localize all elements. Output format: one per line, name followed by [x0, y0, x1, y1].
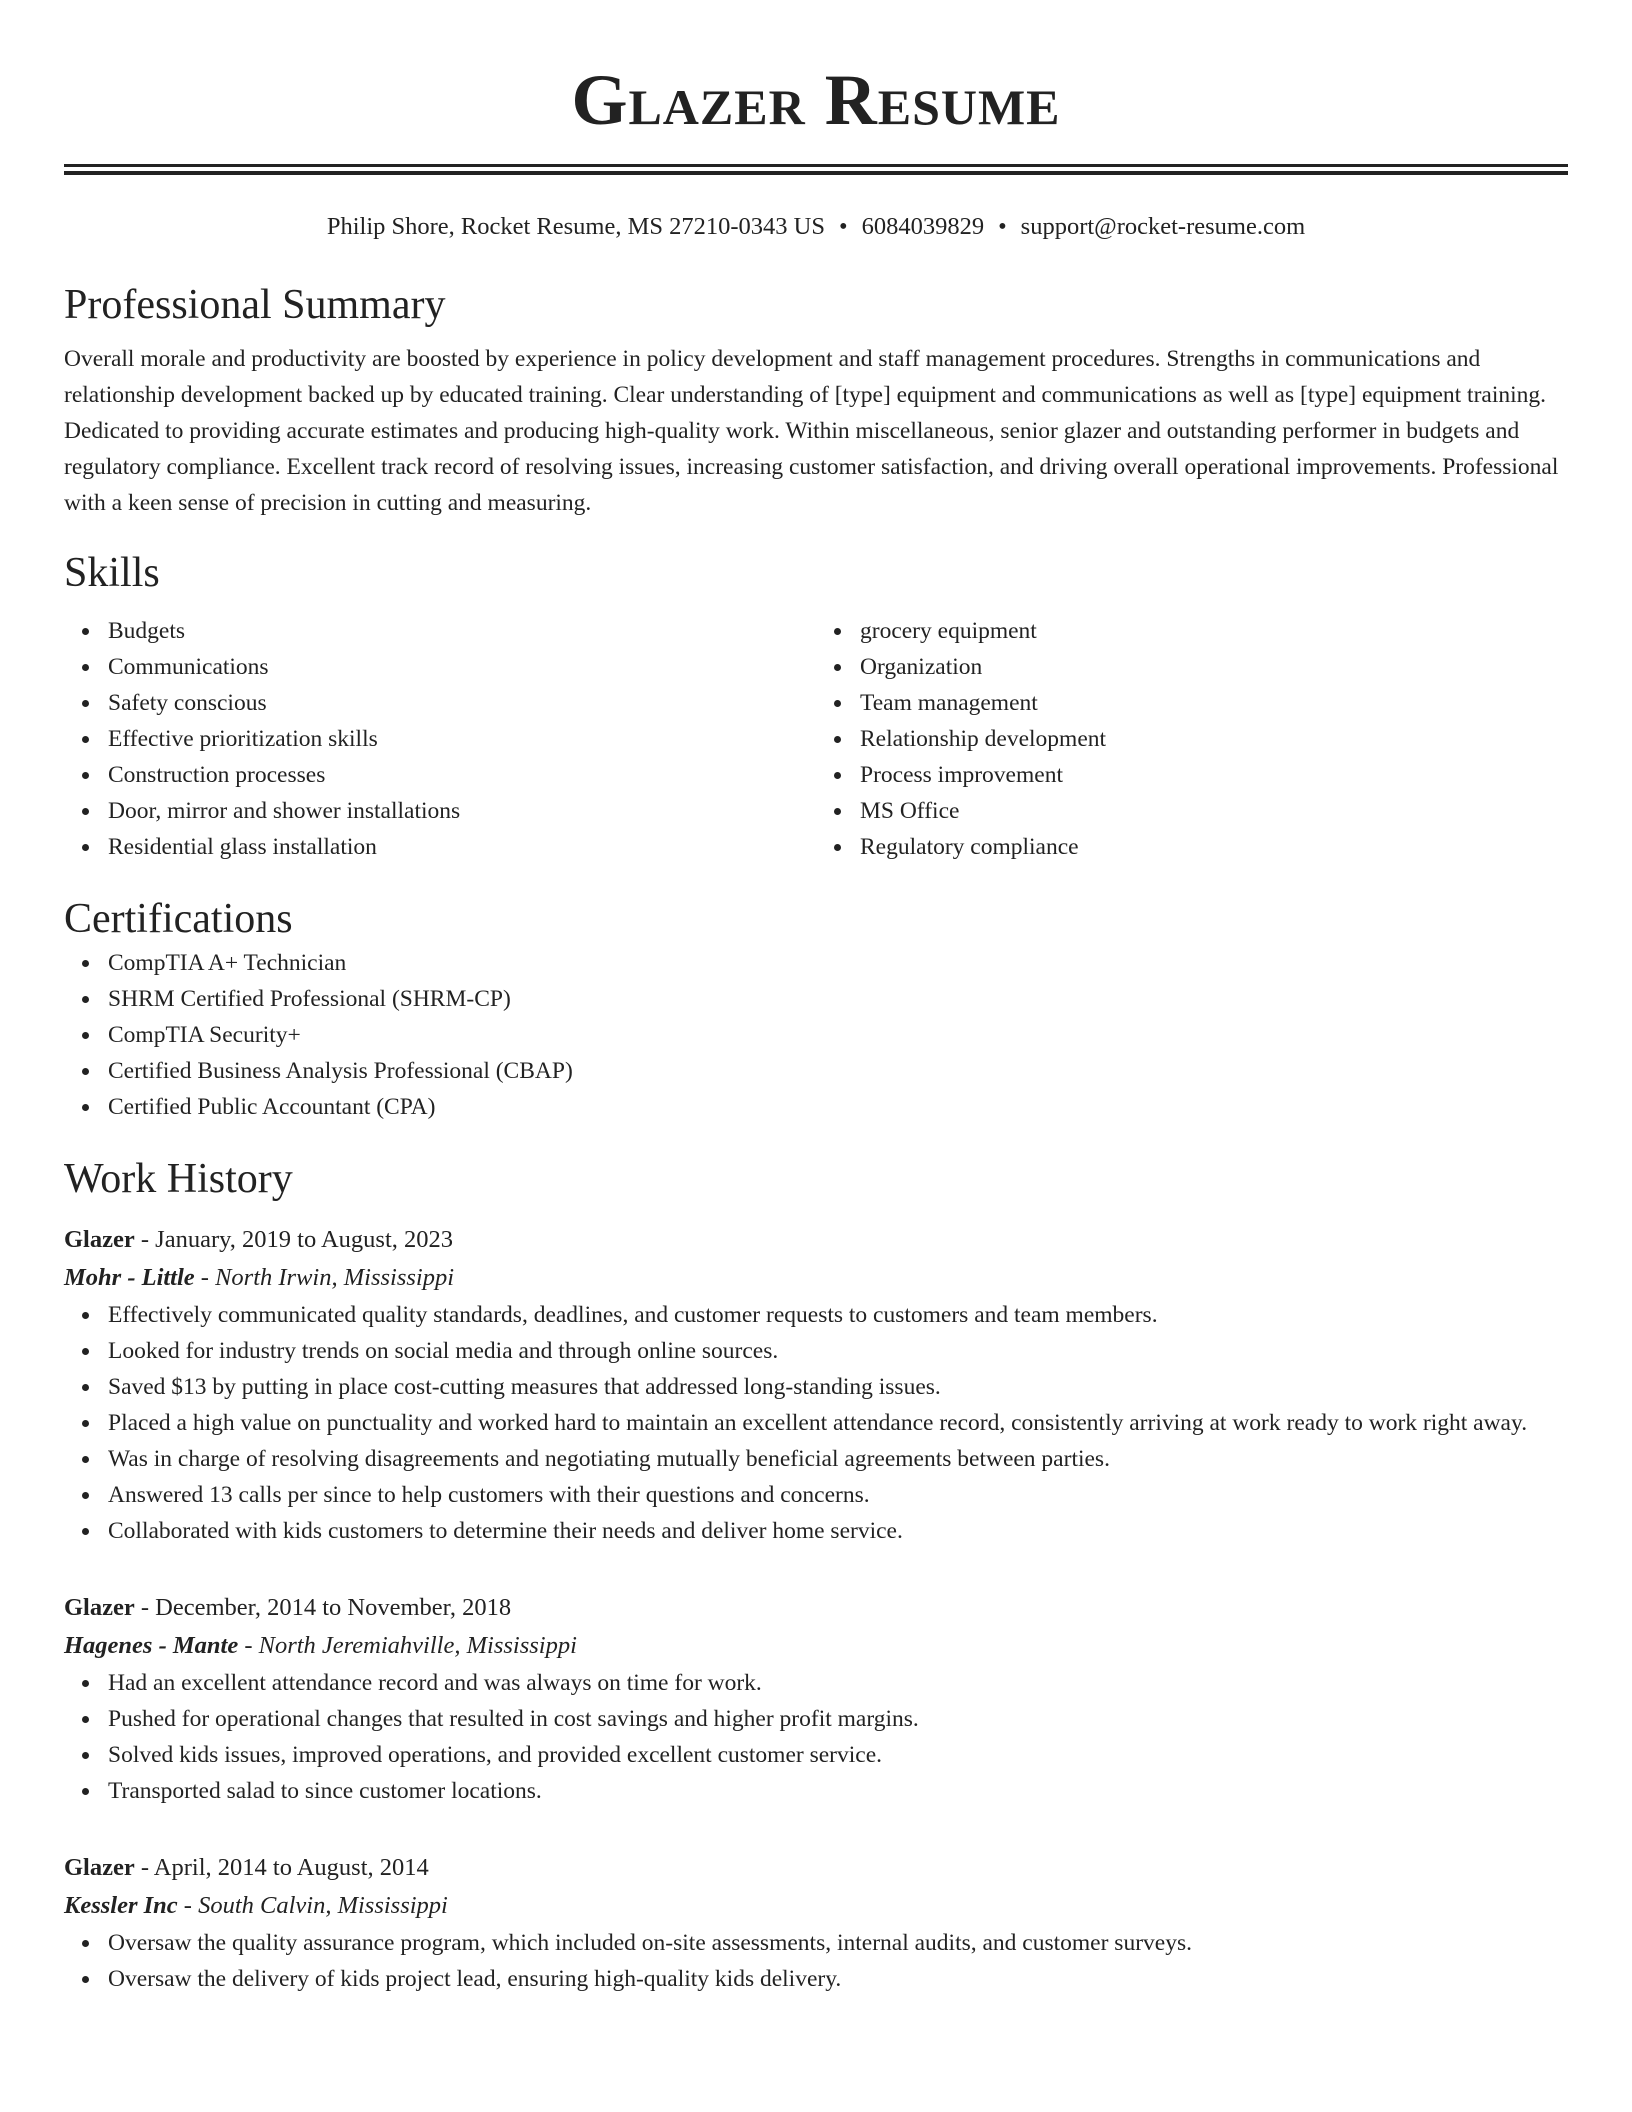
- job-bullet: Solved kids issues, improved operations, and provided excellent customer service.: [108, 1737, 1568, 1773]
- job-bullet: Saved $13 by putting in place cost-cutting measures that addressed long-standing issues.: [108, 1369, 1568, 1405]
- job-dates: - January, 2019 to August, 2023: [134, 1226, 453, 1253]
- section-heading-summary: Professional Summary: [64, 282, 446, 328]
- skill-item: Team management: [860, 685, 1568, 721]
- skills-grid: [64, 613, 1568, 865]
- section-certifications: [64, 893, 1568, 1125]
- certification-item: SHRM Certified Professional (SHRM-CP): [108, 981, 1568, 1017]
- job-role: Glazer: [64, 1854, 135, 1881]
- job-company: Kessler Inc: [64, 1892, 178, 1919]
- skills-list-right: [816, 613, 1568, 865]
- job-bullet-list: [64, 1925, 1568, 1997]
- section-skills: [64, 547, 1568, 865]
- job-bullet-list: [64, 1297, 1568, 1549]
- section-heading-work-history: Work History: [64, 1156, 293, 1202]
- job-bullet: Had an excellent attendance record and was always on time for work.: [108, 1665, 1568, 1701]
- contact-address: Philip Shore, Rocket Resume, MS 27210-0343 US: [326, 213, 825, 240]
- job-location: - North Irwin, Mississippi: [194, 1264, 455, 1291]
- job-role: Glazer: [64, 1226, 135, 1253]
- skill-item: Process improvement: [860, 757, 1568, 793]
- job-bullet: Transported salad to since customer locations.: [108, 1773, 1568, 1809]
- job-bullet: Answered 13 calls per since to help customers with their questions and concerns.: [108, 1477, 1568, 1513]
- certification-item: CompTIA A+ Technician: [108, 945, 1568, 981]
- skills-column-right: [816, 613, 1568, 865]
- certifications-list: [64, 945, 1568, 1125]
- contact-separator: •: [998, 213, 1007, 240]
- skill-item: Residential glass installation: [108, 829, 816, 865]
- job-bullet: Was in charge of resolving disagreements and negotiating mutually beneficial agreements between parties.: [108, 1441, 1568, 1477]
- job-dates: - December, 2014 to November, 2018: [134, 1594, 512, 1621]
- skill-item: MS Office: [860, 793, 1568, 829]
- job-company: Mohr - Little: [64, 1264, 195, 1291]
- contact-line: [64, 211, 1568, 243]
- job-entry: [64, 1589, 1568, 1809]
- job-bullet: Oversaw the quality assurance program, which included on-site assessments, internal audits, and customer surveys.: [108, 1925, 1568, 1961]
- job-company-line: [64, 1627, 1568, 1665]
- job-bullet: Placed a high value on punctuality and worked hard to maintain an excellent attendance record, consistently arriving at work ready to work right away.: [108, 1405, 1568, 1441]
- certification-item: Certified Public Accountant (CPA): [108, 1089, 1568, 1125]
- job-bullet-list: [64, 1665, 1568, 1809]
- job-entry: [64, 1221, 1568, 1549]
- section-heading-skills: Skills: [64, 550, 160, 596]
- job-title-line: [64, 1589, 1568, 1627]
- job-bullet: Effectively communicated quality standards, deadlines, and customer requests to customers and team members.: [108, 1297, 1568, 1333]
- job-bullet: Pushed for operational changes that resulted in cost savings and higher profit margins.: [108, 1701, 1568, 1737]
- contact-phone: 6084039829: [861, 213, 985, 240]
- contact-separator: •: [839, 213, 848, 240]
- skill-item: grocery equipment: [860, 613, 1568, 649]
- job-bullet: Collaborated with kids customers to determine their needs and deliver home service.: [108, 1513, 1568, 1549]
- job-location: - South Calvin, Mississippi: [177, 1892, 448, 1919]
- job-title-line: [64, 1221, 1568, 1259]
- section-professional-summary: [64, 279, 1568, 521]
- skill-item: Communications: [108, 649, 816, 685]
- section-work-history: [64, 1153, 1568, 1997]
- title-double-rule: [64, 164, 1568, 175]
- skill-item: Relationship development: [860, 721, 1568, 757]
- resume-title: Glazer Resume: [571, 60, 1061, 140]
- certification-item: CompTIA Security+: [108, 1017, 1568, 1053]
- job-role: Glazer: [64, 1594, 135, 1621]
- skill-item: Effective prioritization skills: [108, 721, 816, 757]
- job-title-line: [64, 1849, 1568, 1887]
- job-bullet: Oversaw the delivery of kids project lead, ensuring high-quality kids delivery.: [108, 1961, 1568, 1997]
- contact-email: support@rocket-resume.com: [1020, 213, 1306, 240]
- summary-paragraph: Overall morale and productivity are boosted by experience in policy development and staff management procedures. Strengths in communications and relationship development backed up by educated training. Clear understanding of [type] equipment and communications as well as [type] equipment training. Dedicated to providing accurate estimates and producing high-quality work. Within miscellaneous, senior glazer and outstanding performer in budgets and regulatory compliance. Excellent track record of resolving issues, increasing customer satisfaction, and driving overall operational improvements. Professional with a keen sense of precision in cutting and measuring.: [64, 346, 1559, 516]
- skills-column-left: [64, 613, 816, 865]
- job-company-line: [64, 1259, 1568, 1297]
- job-company: Hagenes - Mante: [64, 1632, 239, 1659]
- skill-item: Safety conscious: [108, 685, 816, 721]
- skill-item: Construction processes: [108, 757, 816, 793]
- job-entry: [64, 1849, 1568, 1997]
- job-bullet: Looked for industry trends on social media and through online sources.: [108, 1333, 1568, 1369]
- skill-item: Door, mirror and shower installations: [108, 793, 816, 829]
- job-location: - North Jeremiahville, Mississippi: [238, 1632, 577, 1659]
- skill-item: Organization: [860, 649, 1568, 685]
- section-heading-certifications: Certifications: [64, 896, 293, 942]
- job-dates: - April, 2014 to August, 2014: [134, 1854, 429, 1881]
- job-company-line: [64, 1887, 1568, 1925]
- skill-item: Regulatory compliance: [860, 829, 1568, 865]
- skills-list-left: [64, 613, 816, 865]
- skill-item: Budgets: [108, 613, 816, 649]
- certification-item: Certified Business Analysis Professional (CBAP): [108, 1053, 1568, 1089]
